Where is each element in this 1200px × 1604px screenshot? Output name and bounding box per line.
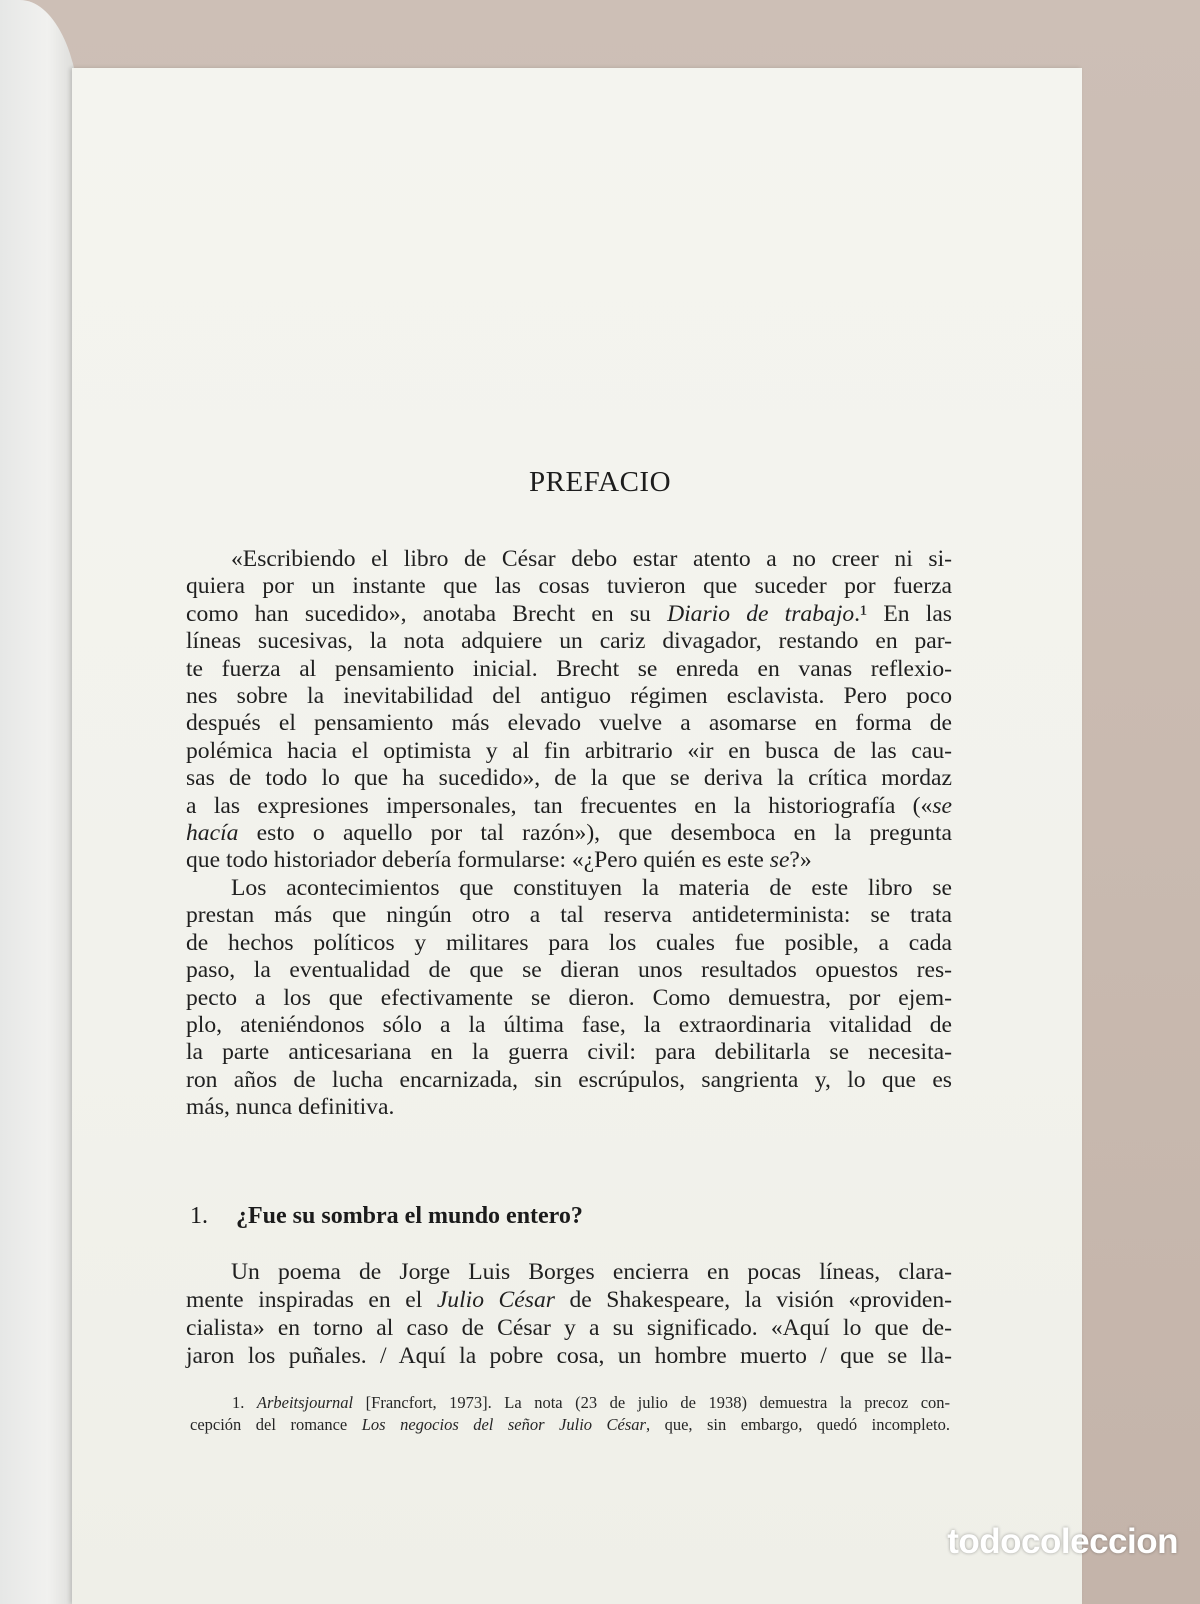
text-run: 1. bbox=[232, 1393, 257, 1412]
text-run: «Escribiendo el libro de César debo estar atento a no creer ni si- bbox=[231, 546, 952, 572]
text-run: Un poema de Jorge Luis Borges encierra en pocas líneas, clara- bbox=[231, 1259, 952, 1285]
text-line bbox=[186, 628, 952, 655]
text-run: como han sucedido», anotaba Brecht en su bbox=[186, 600, 668, 627]
text-run: la parte anticesariana en la guerra civil: para debilitarla se necesita- bbox=[186, 1039, 952, 1066]
text-line bbox=[190, 1392, 950, 1414]
italic-text: se bbox=[932, 792, 952, 819]
text-run: más, nunca definitiva. bbox=[186, 1094, 395, 1121]
paragraph-3 bbox=[186, 1258, 952, 1370]
text-line bbox=[186, 1094, 952, 1121]
text-run: paso, la eventualidad de que se dieran unos resultados opuestos res- bbox=[186, 957, 952, 984]
text-line bbox=[186, 765, 952, 792]
section-number: 1. bbox=[190, 1203, 208, 1229]
text-run: a las expresiones impersonales, tan frecuentes en la historiografía (« bbox=[186, 792, 933, 819]
text-run: después el pensamiento más elevado vuelve a asomarse en forma de bbox=[186, 710, 952, 737]
preface-body bbox=[186, 546, 952, 1122]
italic-text: hacía bbox=[186, 820, 239, 847]
text-run: nes sobre la inevitabilidad del antiguo régimen esclavista. Pero poco bbox=[186, 683, 952, 710]
adjacent-page-edge bbox=[0, 0, 80, 1604]
section-heading bbox=[190, 1203, 583, 1230]
text-run: .¹ En las bbox=[854, 600, 952, 627]
text-run: mente inspiradas en el bbox=[186, 1287, 437, 1313]
text-run: de Shakespeare, la visión «providen- bbox=[554, 1287, 953, 1313]
text-line bbox=[186, 710, 952, 737]
italic-text: Julio César bbox=[436, 1287, 555, 1313]
text-line bbox=[186, 1039, 952, 1066]
text-line bbox=[186, 847, 952, 874]
text-line bbox=[186, 1286, 952, 1314]
italic-text: se bbox=[769, 847, 790, 874]
text-line bbox=[186, 601, 952, 628]
text-line bbox=[186, 1342, 952, 1370]
footnote bbox=[190, 1392, 950, 1436]
text-line bbox=[186, 1067, 952, 1094]
text-line bbox=[186, 1012, 952, 1039]
text-line bbox=[186, 1314, 952, 1342]
text-line bbox=[186, 875, 952, 902]
italic-text: Los negocios del señor Julio César bbox=[361, 1415, 646, 1434]
text-run: jaron los puñales. / Aquí la pobre cosa, un hombre muerto / que se lla- bbox=[186, 1343, 952, 1369]
text-line bbox=[186, 1258, 952, 1286]
italic-text: Diario de trabajo bbox=[667, 600, 855, 627]
text-line bbox=[186, 957, 952, 984]
text-line bbox=[186, 573, 952, 600]
text-run: , que, sin embargo, quedó incompleto. bbox=[645, 1415, 950, 1434]
paragraph-2 bbox=[186, 875, 952, 1122]
text-run: esto o aquello por tal razón»), que desemboca en la pregunta bbox=[238, 820, 952, 847]
text-line bbox=[186, 546, 952, 573]
text-line bbox=[186, 930, 952, 957]
text-run: quiera por un instante que las cosas tuvieron que suceder por fuerza bbox=[186, 573, 952, 600]
text-run: que todo historiador debería formularse: «¿Pero quién es este bbox=[186, 847, 770, 874]
text-run: de hechos políticos y militares para los cuales fue posible, a cada bbox=[186, 929, 952, 956]
text-run: cialista» en torno al caso de César y a su significado. «Aquí lo que de- bbox=[186, 1315, 952, 1341]
text-run: sas de todo lo que ha sucedido», de la que se deriva la crítica mordaz bbox=[186, 765, 952, 792]
text-run: [Francfort, 1973]. La nota (23 de julio de 1938) demuestra la precoz con- bbox=[353, 1393, 951, 1412]
text-line bbox=[186, 738, 952, 765]
text-run: cepción del romance bbox=[190, 1415, 362, 1434]
text-line bbox=[186, 985, 952, 1012]
text-run: plo, ateniéndonos sólo a la última fase, la extraordinaria vitalidad de bbox=[186, 1011, 952, 1038]
text-line bbox=[186, 683, 952, 710]
text-line bbox=[186, 902, 952, 929]
text-run: líneas sucesivas, la nota adquiere un cariz divagador, restando en par- bbox=[186, 628, 952, 655]
text-run: Los acontecimientos que constituyen la materia de este libro se bbox=[231, 874, 952, 901]
text-run: prestan más que ningún otro a tal reserva antideterminista: se trata bbox=[186, 902, 952, 929]
page-title: PREFACIO bbox=[528, 466, 672, 498]
watermark-logo: todocoleccion bbox=[947, 1522, 1178, 1561]
italic-text: Arbeitsjournal bbox=[256, 1393, 354, 1412]
text-run: ron años de lucha encarnizada, sin escrúpulos, sangrienta y, lo que es bbox=[186, 1066, 952, 1093]
text-run: pecto a los que efectivamente se dieron. Como demuestra, por ejem- bbox=[186, 984, 952, 1011]
section-title: ¿Fue su sombra el mundo entero? bbox=[236, 1203, 583, 1229]
paragraph-1 bbox=[186, 546, 952, 875]
text-line bbox=[186, 820, 952, 847]
text-line bbox=[190, 1414, 950, 1436]
text-run: te fuerza al pensamiento inicial. Brecht se enreda en vanas reflexio- bbox=[186, 655, 952, 682]
text-run: polémica hacia el optimista y al fin arbitrario «ir en busca de las cau- bbox=[186, 737, 952, 764]
text-run: ?» bbox=[789, 847, 812, 874]
text-line bbox=[186, 793, 952, 820]
text-line bbox=[186, 656, 952, 683]
